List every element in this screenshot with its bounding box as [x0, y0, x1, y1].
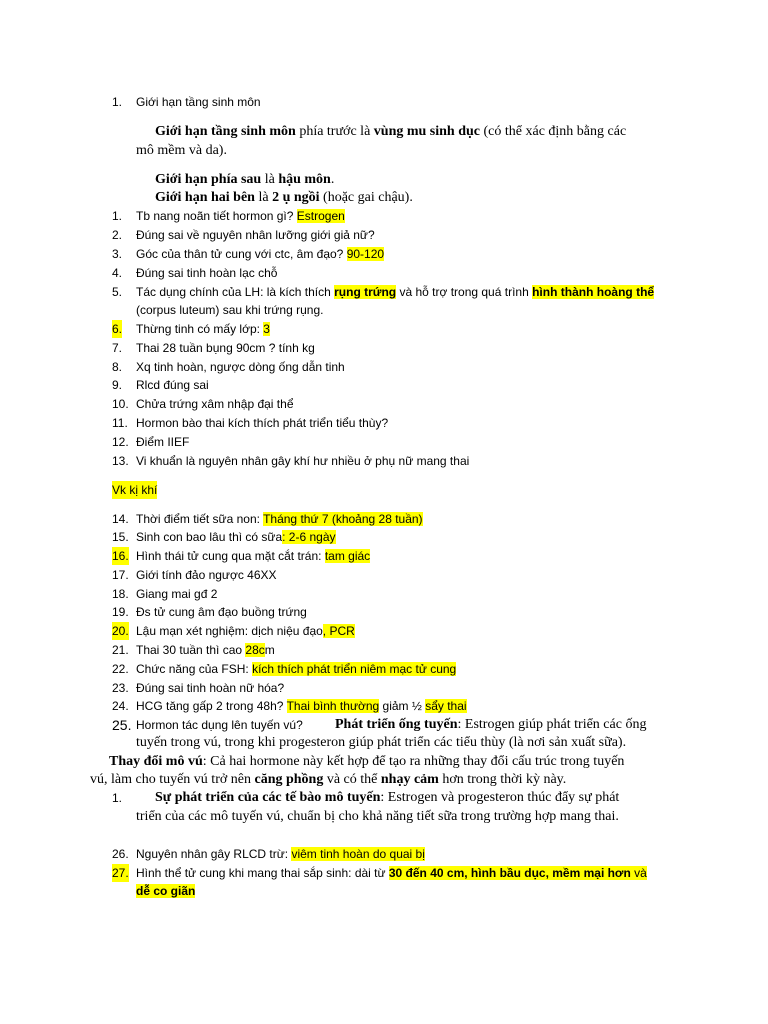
bold-term: 2 ụ ngồi — [272, 190, 320, 205]
list-number: 17. — [112, 568, 129, 582]
list-item-text: Xq tinh hoàn, ngược dòng ống dẫn tinh — [136, 360, 345, 374]
highlight: dễ co giãn — [136, 884, 196, 898]
paragraph-line: tuyến trong vú, trong khi progesteron giúp phát triển các tiểu thùy (là nơi sản xuất sữa). — [136, 735, 627, 750]
list-number: 14. — [112, 512, 129, 526]
list-item-text — [136, 510, 423, 528]
paragraph-line: mô mềm và da). — [136, 143, 227, 158]
text-run: vú, làm cho tuyến vú trở nên — [90, 772, 255, 787]
text-run: Chức năng của FSH: — [136, 662, 253, 676]
list-number: 4. — [112, 266, 123, 280]
list-number: 23. — [112, 681, 129, 695]
text-run: (có thể xác định bằng các — [480, 124, 627, 139]
list-number: 5. — [112, 285, 123, 299]
list-item-text — [136, 528, 336, 546]
list-number: 1. — [112, 791, 123, 805]
list-item-text: Điểm IIEF — [136, 435, 190, 449]
list-item-text — [136, 245, 384, 263]
list-item-text — [136, 547, 370, 565]
text-run: Góc của thân tử cung với ctc, âm đạo? — [136, 247, 347, 261]
list-item-text: Đs tử cung âm đạo buồng trứng — [136, 605, 307, 619]
text-run: Nguyên nhân gây RLCD trừ: — [136, 847, 292, 861]
text-run: là — [254, 190, 273, 205]
list-item-text: Hormon bào thai kích thích phát triển tiểu thùy? — [136, 416, 389, 430]
text-run: giảm ½ — [379, 699, 426, 713]
text-run: Thừng tinh có mấy lớp: — [136, 322, 264, 336]
text-run: : Estrogen giúp phát triển các ống — [457, 717, 647, 732]
text-run: phía trước là — [295, 124, 374, 139]
bold-term: nhạy cảm — [380, 772, 439, 787]
highlight: , PCR — [322, 624, 355, 638]
bold-term: Giới hạn hai bên — [155, 190, 255, 205]
highlight: Thai bình thường — [286, 699, 380, 713]
text-run: (hoặc gai chậu). — [319, 190, 413, 205]
list-item-text — [136, 864, 647, 882]
bold-term: Giới hạn phía sau — [155, 172, 262, 187]
text-run: . — [330, 172, 335, 187]
list-number: 19. — [112, 605, 129, 619]
list-number: 11. — [112, 416, 128, 430]
highlight: : 2-6 ngày — [282, 530, 336, 544]
list-item-text: Giới tính đảo ngược 46XX — [136, 568, 277, 582]
list-item-text — [136, 641, 275, 659]
list-number: 12. — [112, 435, 129, 449]
list-number: 10. — [112, 397, 129, 411]
list-item-text — [136, 882, 195, 900]
bold-term: Sự phát triển của các tế bào mô tuyến — [155, 790, 381, 805]
highlight: 90-120 — [346, 247, 385, 261]
bold-term: Thay đổi mô vú — [109, 754, 203, 769]
highlight: 28c — [245, 643, 265, 657]
list-item-text: Rlcd đúng sai — [136, 378, 209, 392]
list-number: 3. — [112, 247, 123, 261]
highlight: sẩy thai — [425, 699, 467, 713]
list-item-text — [136, 660, 456, 678]
bold-term: Giới hạn tầng sinh môn — [155, 124, 296, 139]
list-item-text: Thai 28 tuần bụng 90cm ? tính kg — [136, 341, 315, 355]
text-run: m — [264, 643, 275, 657]
text-run: Hình thái tử cung qua mặt cắt trán: — [136, 549, 325, 563]
text-run: Thai 30 tuần thì cao — [136, 643, 246, 657]
list-number: 8. — [112, 360, 123, 374]
bold-term: Phát triển ống tuyến — [335, 717, 458, 732]
text-run: Tác dụng chính của LH: là kích thích — [136, 285, 335, 299]
bold-term: căng phồng — [254, 772, 324, 787]
list-item-text — [136, 283, 654, 301]
text-run: : Estrogen và progesteron thúc đẩy sự phát — [380, 790, 620, 805]
text-run: HCG tăng gấp 2 trong 48h? — [136, 699, 287, 713]
paragraph-line — [155, 171, 334, 189]
list-item-text: (corpus luteum) sau khi trứng rụng. — [136, 303, 324, 317]
highlight: rụng trứng — [334, 285, 397, 299]
list-number: 20. — [112, 624, 129, 638]
text-run: Sinh con bao lâu thì có sữa — [136, 530, 283, 544]
list-number: 22. — [112, 662, 129, 676]
list-number: 18. — [112, 587, 129, 601]
highlight: tam giác — [324, 549, 371, 563]
list-number: 7. — [112, 341, 123, 355]
bold-term: vùng mu sinh dục — [373, 124, 480, 139]
list-number: 26. — [112, 847, 129, 861]
list-item-text: Đúng sai tinh hoàn lạc chỗ — [136, 266, 278, 280]
text-run: và hỗ trợ trong quá trình — [396, 285, 533, 299]
text-run: Tb nang noãn tiết hormon gì? — [136, 209, 297, 223]
list-number: 24. — [112, 699, 129, 713]
paragraph-line — [335, 716, 646, 734]
highlight: viêm tinh hoàn do quai bị — [291, 847, 425, 861]
list-number: 6. — [112, 322, 123, 336]
list-item-text — [136, 845, 425, 863]
highlight: Tháng thứ 7 (khoảng 28 tuần) — [263, 512, 423, 526]
highlight-note: Vk kị khí — [112, 483, 158, 497]
list-number: 13. — [112, 454, 129, 468]
list-item-text — [136, 207, 345, 225]
highlight: kích thích phát triển niêm mạc tử cung — [252, 662, 457, 676]
list-item-text: Đúng sai về nguyên nhân lưỡng giới giả nữ? — [136, 228, 375, 242]
highlight: Estrogen — [296, 209, 345, 223]
list-number: 16. — [112, 549, 129, 563]
text-run: : Cả hai hormone này kết hợp để tạo ra những thay đổi cấu trúc trong tuyến — [202, 754, 625, 769]
list-item-text — [136, 622, 355, 640]
text-run: Thời điểm tiết sữa non: — [136, 512, 264, 526]
paragraph-line — [109, 753, 624, 771]
list-number: 1. — [112, 209, 123, 223]
list-number: 25. — [112, 717, 132, 733]
text-run: Lậu mạn xét nghiệm: dịch niệu đạo — [136, 624, 323, 638]
paragraph-line — [155, 189, 413, 207]
bold-term: hậu môn — [278, 172, 331, 187]
list-number: 27. — [112, 866, 129, 880]
list-number: 1. — [112, 95, 123, 109]
highlight: 30 đến 40 cm, hình bầu dục, mềm mại hơn — [388, 866, 631, 880]
list-item-text: Vi khuẩn là nguyên nhân gây khí hư nhiều ở phụ nữ mang thai — [136, 454, 470, 468]
list-item-text: Đúng sai tinh hoàn nữ hóa? — [136, 681, 285, 695]
list-item-text: Hormon tác dụng lên tuyến vú? — [136, 718, 303, 732]
paragraph-line: triển của các mô tuyến vú, chuẩn bị cho khả năng tiết sữa trong trường hợp mang thai. — [136, 809, 619, 824]
text-run: hơn trong thời kỳ này. — [438, 772, 567, 787]
highlight: 3 — [263, 322, 270, 336]
highlight: hình thành hoàng thể — [532, 285, 655, 299]
paragraph-line — [155, 789, 619, 807]
text-run: và có thể — [323, 772, 381, 787]
list-item-text — [136, 320, 270, 338]
list-item-text: Giới hạn tầng sinh môn — [136, 95, 261, 109]
list-item-text: Chửa trứng xâm nhập đại thể — [136, 397, 294, 411]
list-item-text — [136, 697, 467, 715]
text-run: Hình thể tử cung khi mang thai sắp sinh: dài từ — [136, 866, 389, 880]
list-number: 9. — [112, 378, 123, 392]
paragraph-line — [90, 771, 566, 789]
text-run: là — [261, 172, 279, 187]
list-item-text: Giang mai gđ 2 — [136, 587, 218, 601]
highlight: và — [630, 866, 647, 880]
list-number: 15. — [112, 530, 129, 544]
list-number: 2. — [112, 228, 123, 242]
list-number: 21. — [112, 643, 129, 657]
paragraph-line — [155, 123, 626, 141]
